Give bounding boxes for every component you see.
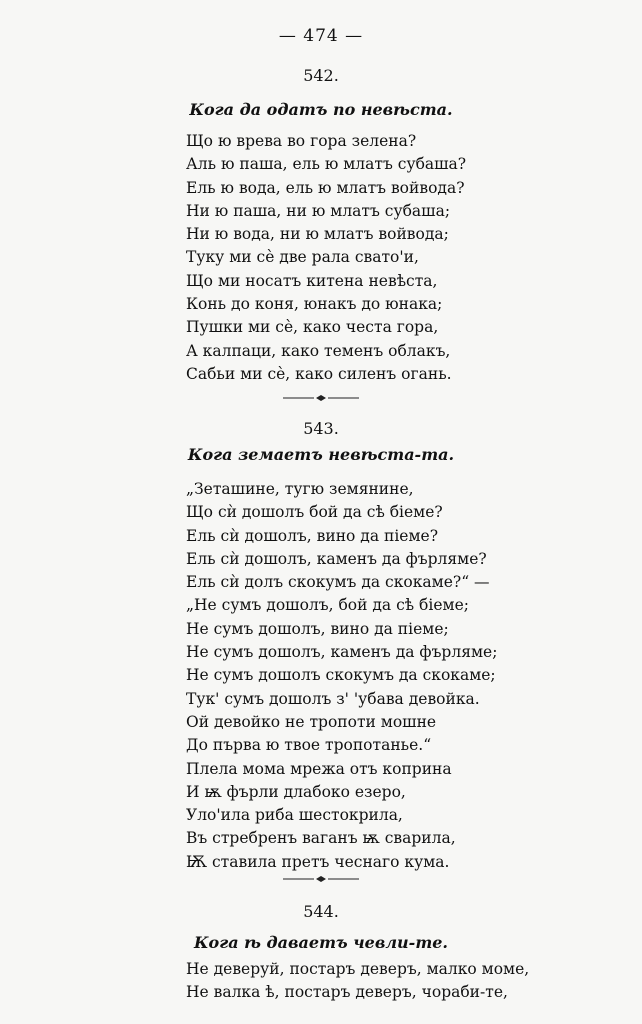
verse-line: Ель ю вода, ель ю млатъ войвода? [186, 178, 465, 197]
verse-line: Не сумъ дошолъ, вино да піеме; [186, 619, 449, 638]
song-title: Кога да одатъ по невѣста. [189, 100, 453, 119]
verse-line: Ѭ ставила претъ чеснаго кума. [186, 852, 450, 871]
verse-line: Що сѝ дошолъ бой да сѣ біеме? [186, 503, 443, 522]
verse-line: Не сумъ дошолъ скокумъ да скокаме; [186, 666, 496, 685]
verse-line: Туку ми сѐ две рала свато'и, [186, 248, 419, 267]
verse-block [186, 958, 529, 1005]
verse-line: Уло'ила риба шестокрила, [186, 806, 403, 825]
song-title: Кога ѣ даваетъ чевли-те. [194, 933, 448, 952]
section-divider [0, 873, 642, 885]
verse-line: Аль ю паша, ель ю млатъ субаша? [186, 155, 467, 174]
page-number: — 474 — [278, 26, 364, 46]
verse-line: Плела мома мрежа отъ коприна [186, 759, 452, 778]
verse-line: Ни ю вода, ни ю млатъ войвода; [186, 225, 449, 244]
song-title: Кога земаетъ невѣста-та. [187, 445, 455, 464]
verse-block [186, 478, 497, 874]
verse-line: Конь до коня, юнакъ до юнака; [186, 295, 443, 314]
verse-line: Не валка ѣ, постаръ деверъ, чораби-те, [186, 983, 508, 1002]
verse-line: Що ми носатъ китена невѣста, [186, 271, 438, 290]
verse-line: Въ стребренъ ваганъ ѭ сварила, [186, 829, 456, 848]
verse-line: Ель сѝ долъ скокумъ да скокаме?“ — [186, 573, 490, 592]
verse-line: Ни ю паша, ни ю млатъ субаша; [186, 201, 451, 220]
song-number: 542. [303, 66, 339, 85]
verse-line: „Зеташине, тугю земянине, [186, 480, 414, 498]
verse-line: До първа ю твое тропотанье.“ [186, 736, 432, 755]
ornament-rule-icon [281, 393, 361, 403]
verse-line: Ель сѝ дошолъ, вино да піеме? [186, 526, 439, 545]
verse-line: Пушки ми сѐ, како честа гора, [186, 318, 439, 337]
verse-line: Що ю врева во гора зелена? [186, 132, 417, 150]
verse-line: „Не сумъ дошолъ, бой да сѣ біеме; [186, 596, 469, 615]
verse-line: Ель сѝ дошолъ, каменъ да фърляме? [186, 549, 487, 568]
verse-block [186, 130, 466, 386]
verse-line: Ой девойко не тропоти мошне [186, 712, 437, 731]
verse-line: Тук' сумъ дошолъ з' 'убава девойка. [186, 689, 480, 708]
section-divider [0, 392, 642, 404]
song-number: 544. [303, 902, 339, 921]
verse-line: А калпаци, како теменъ облакъ, [186, 341, 451, 360]
verse-line: Не деверуй, постаръ деверъ, малко моме, [186, 960, 530, 978]
ornament-rule-icon [281, 874, 361, 884]
song-number: 543. [303, 419, 339, 438]
verse-line: Не сумъ дошолъ, каменъ да фърляме; [186, 643, 498, 662]
verse-line: Сабьи ми сѐ, како силенъ огань. [186, 364, 452, 383]
verse-line: И ѭ фърли длабоко езеро, [186, 782, 406, 801]
